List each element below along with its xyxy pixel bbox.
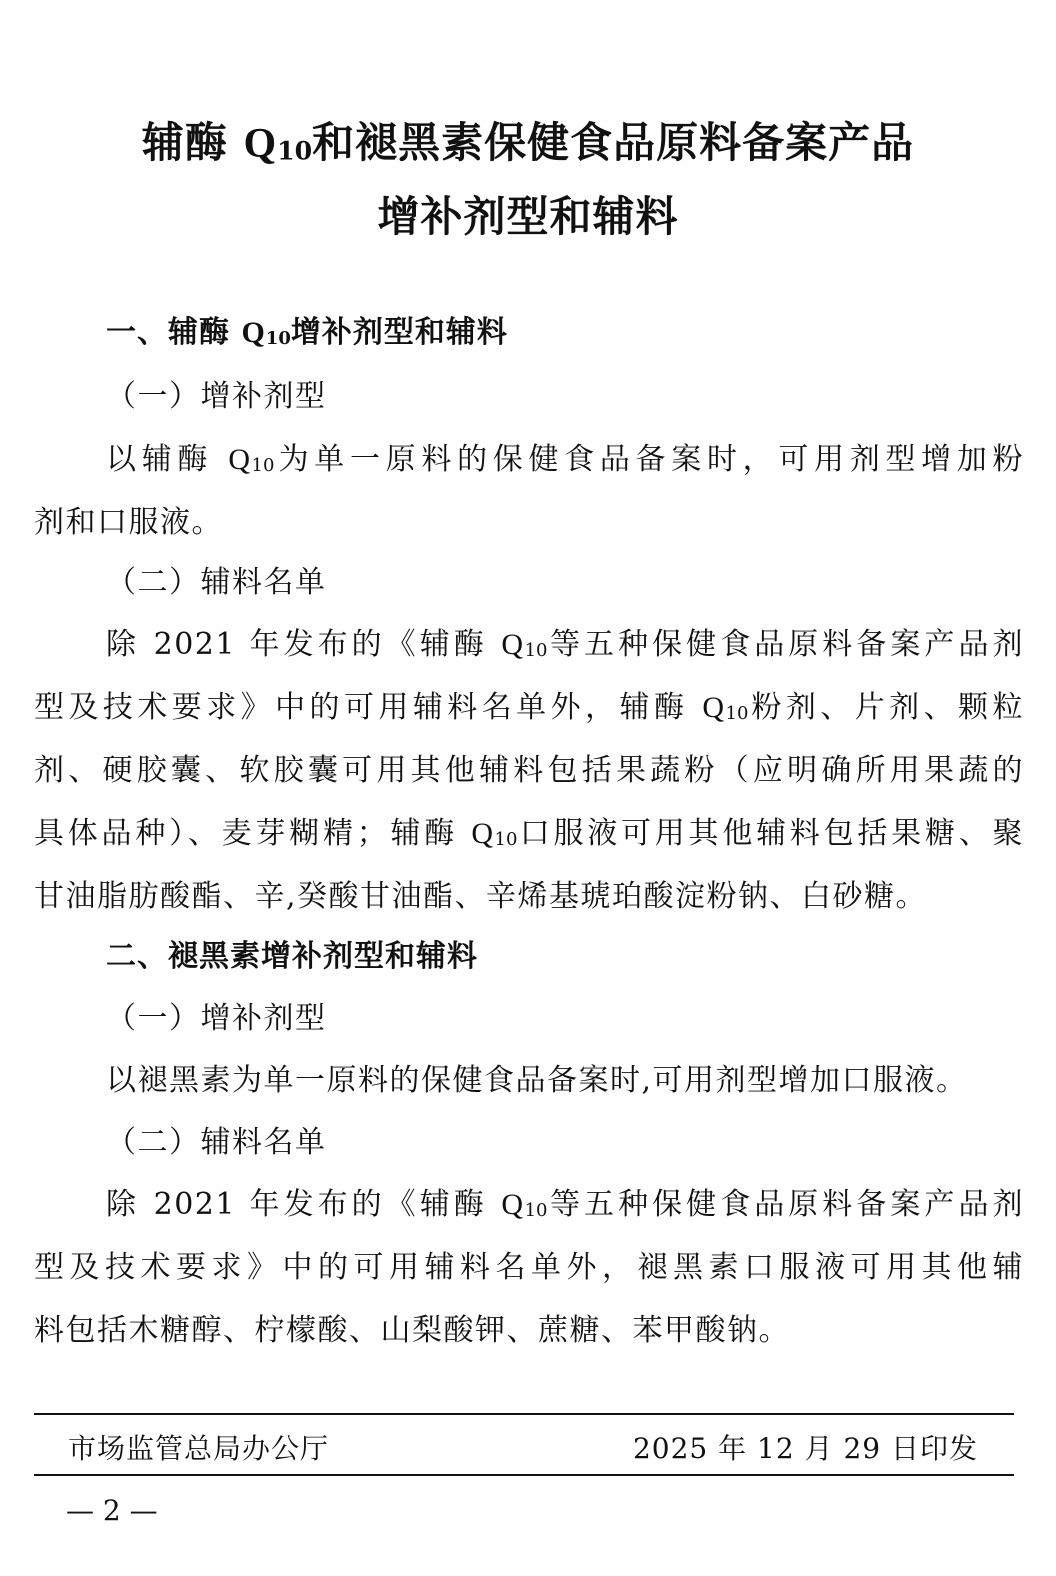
section-1-sub-1-paragraph-line-2: 剂和口服液。 xyxy=(34,505,223,540)
title-text: 辅酶 xyxy=(141,118,244,167)
document-title-line-2: 增补剂型和辅料 xyxy=(377,192,679,241)
section-1-sub-1-heading: （一）增补剂型 xyxy=(106,379,327,414)
paragraph-subscript: 10 xyxy=(524,1199,548,1221)
paragraph-text: 口服液可用其他辅料包括果糖、聚 xyxy=(517,816,1024,851)
paragraph-q: Q xyxy=(501,628,525,661)
paragraph-q: Q xyxy=(501,1188,525,1221)
section-2-sub-2-paragraph-line-2: 型及技术要求》中的可用辅料名单外，褪黑素口服液可用其他辅 xyxy=(34,1250,1024,1285)
paragraph-text: 等五种保健食品原料备案产品剂 xyxy=(547,627,1025,662)
page-number: — 2 — xyxy=(66,1494,158,1527)
paragraph-subscript: 10 xyxy=(494,828,518,850)
section-1-sub-2-paragraph-line-3: 剂、硬胶囊、软胶囊可用其他辅料包括果蔬粉（应明确所用果蔬的 xyxy=(34,753,1024,788)
footer-issuer: 市场监管总局办公厅 xyxy=(68,1432,330,1465)
heading-subscript: 10 xyxy=(265,327,291,349)
paragraph-q: Q xyxy=(228,443,252,476)
footer-top-rule xyxy=(34,1413,1014,1415)
section-1-sub-2-paragraph-line-1 xyxy=(106,628,1024,668)
paragraph-subscript: 10 xyxy=(725,702,749,724)
section-1-heading xyxy=(106,316,1024,356)
heading-q: Q xyxy=(241,316,266,349)
section-2-sub-1-heading: （一）增补剂型 xyxy=(106,1001,327,1036)
section-2-sub-2-paragraph-line-1 xyxy=(106,1188,1024,1228)
paragraph-subscript: 10 xyxy=(251,454,275,476)
heading-text: 增补剂型和辅料 xyxy=(290,315,508,350)
paragraph-text: 粉剂、片剂、颗粒 xyxy=(748,690,1024,725)
paragraph-text: 型及技术要求》中的可用辅料名单外，辅酶 xyxy=(34,690,703,725)
section-2-sub-2-heading: （二）辅料名单 xyxy=(106,1125,327,1160)
section-1-sub-2-paragraph-line-2 xyxy=(34,691,1024,731)
paragraph-text: 以辅酶 xyxy=(106,442,229,477)
title-text: 和褪黑素保健食品原料备案产品 xyxy=(312,118,915,167)
section-1-sub-1-paragraph-line-1 xyxy=(106,443,1024,483)
paragraph-text: 为单一原料的保健食品备案时，可用剂型增加粉 xyxy=(274,442,1025,477)
section-1-sub-2-heading: （二）辅料名单 xyxy=(106,565,327,600)
section-2-sub-1-paragraph-line-1: 以褪黑素为单一原料的保健食品备案时,可用剂型增加口服液。 xyxy=(106,1063,968,1098)
document-title-line-1 xyxy=(0,118,1056,172)
title-q: Q xyxy=(243,121,278,167)
paragraph-text: 除 2021 年发布的《辅酶 xyxy=(106,627,502,662)
paragraph-subscript: 10 xyxy=(524,639,548,661)
footer-bottom-rule xyxy=(34,1474,1014,1476)
section-1-sub-2-paragraph-line-5: 甘油脂肪酸酯、辛,癸酸甘油酯、辛烯基琥珀酸淀粉钠、白砂糖。 xyxy=(34,879,928,914)
paragraph-q: Q xyxy=(702,691,726,724)
section-2-heading: 二、褪黑素增补剂型和辅料 xyxy=(106,939,478,974)
paragraph-text: 除 2021 年发布的《辅酶 xyxy=(106,1187,502,1222)
title-subscript: 10 xyxy=(277,135,313,166)
footer-issue-date: 2025 年 12 月 29 日印发 xyxy=(632,1432,978,1465)
paragraph-q: Q xyxy=(471,817,495,850)
paragraph-text: 等五种保健食品原料备案产品剂 xyxy=(547,1187,1025,1222)
section-1-sub-2-paragraph-line-4 xyxy=(34,817,1024,857)
section-2-sub-2-paragraph-line-3: 料包括木糖醇、柠檬酸、山梨酸钾、蔗糖、苯甲酸钠。 xyxy=(34,1313,790,1348)
paragraph-text: 具体品种）、麦芽糊精；辅酶 xyxy=(34,816,472,851)
heading-text: 一、辅酶 xyxy=(106,315,242,350)
